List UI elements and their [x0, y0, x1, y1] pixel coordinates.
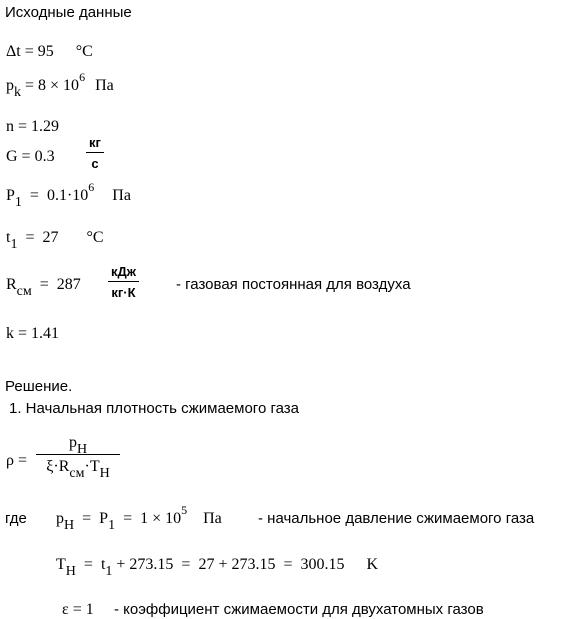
rho-den-b: ·T: [84, 458, 100, 475]
solution-step-1: 1. Начальная плотность сжимаемого газа: [9, 400, 299, 417]
P1-unit: Па: [112, 187, 131, 204]
Rcm-unit-fraction: [108, 264, 139, 300]
pk-eq: =: [25, 77, 35, 94]
pk-mantissa: 8 × 10: [38, 77, 80, 94]
P1-eq: =: [29, 187, 39, 204]
pH-exp: 5: [181, 503, 188, 517]
given-t1: [6, 229, 104, 252]
rho-den-sub2: H: [99, 466, 110, 481]
rho-num-name: p: [68, 434, 77, 451]
pk-exp: 6: [79, 70, 86, 84]
dt-name: Δt: [6, 43, 21, 60]
pk-sub: k: [14, 85, 21, 100]
TH-sub: H: [65, 564, 76, 579]
G-unit-den: с: [91, 156, 99, 171]
P1-mantissa: 0.1·10: [46, 187, 89, 204]
t1-sub: 1: [10, 237, 18, 252]
pH-eq1: =: [82, 510, 92, 527]
dt-unit: °C: [75, 43, 93, 60]
where-label: где: [5, 510, 27, 527]
given-k: k = 1.41: [6, 325, 60, 342]
TH-tsub: 1: [105, 564, 113, 579]
TH-unit: K: [366, 556, 379, 573]
Rcm-comment: - газовая постоянная для воздуха: [176, 276, 411, 293]
rho-num-sub: H: [76, 442, 88, 457]
rho-denominator: [36, 458, 120, 481]
TH-rest: + 273.15 = 27 + 273.15 = 300.15: [116, 556, 345, 573]
t1-unit: °C: [86, 229, 104, 246]
t1-value: 27: [42, 229, 59, 246]
xi-equation: ε = 1: [62, 601, 94, 618]
P1-exp: 6: [88, 180, 95, 194]
Rcm-sub: см: [16, 284, 32, 299]
rho-lhs: ρ =: [6, 452, 28, 469]
pH-unit: Па: [203, 510, 222, 527]
pH-sub2: 1: [108, 518, 116, 533]
rho-den-a: ξ·R: [46, 458, 70, 475]
given-pk: [6, 70, 114, 100]
G-unit-bar: [86, 152, 104, 153]
dt-eq: =: [24, 43, 34, 60]
pH-name2: P: [99, 510, 109, 527]
t1-name: t: [6, 229, 11, 246]
pH-eq2: =: [123, 510, 133, 527]
Rcm-unit-num: кДж: [111, 264, 136, 279]
pH-mantissa: 1 × 10: [140, 510, 182, 527]
given-n: n = 1.29: [6, 118, 60, 135]
rho-fraction: [36, 434, 120, 481]
Rcm-value: 287: [56, 276, 81, 293]
given-dt: [6, 43, 93, 61]
TH-equation: [56, 556, 379, 579]
TH-name: T: [56, 556, 66, 573]
pH-equation: [56, 503, 222, 533]
pk-unit: Па: [95, 77, 114, 94]
pk-name: p: [6, 77, 14, 94]
TH-eq1: =: [83, 556, 93, 573]
rho-den-sub: см: [69, 466, 85, 481]
rho-numerator: [36, 434, 120, 457]
pH-comment: - начальное давление сжимаемого газа: [258, 510, 535, 527]
given-Rcm: [6, 276, 81, 299]
dt-value: 95: [37, 43, 54, 60]
Rcm-name: R: [6, 276, 17, 293]
xi-comment: - коэффициент сжимаемости для двухатомных газов: [114, 601, 484, 618]
Rcm-eq: =: [39, 276, 49, 293]
given-G: G = 0.3: [6, 148, 55, 165]
solution-heading: Решение.: [5, 378, 73, 395]
G-unit-fraction: [86, 135, 104, 171]
TH-t: t: [100, 556, 106, 573]
Rcm-unit-den: кг·К: [111, 285, 136, 300]
Rcm-unit-bar: [108, 281, 139, 282]
G-unit-num: кг: [89, 135, 101, 150]
given-P1: [6, 180, 131, 210]
P1-name: P: [6, 187, 15, 204]
t1-eq: =: [25, 229, 35, 246]
pH-sub: H: [64, 518, 75, 533]
P1-sub: 1: [14, 195, 22, 210]
section-heading-given: Исходные данные: [5, 4, 132, 21]
pH-name: p: [56, 510, 64, 527]
